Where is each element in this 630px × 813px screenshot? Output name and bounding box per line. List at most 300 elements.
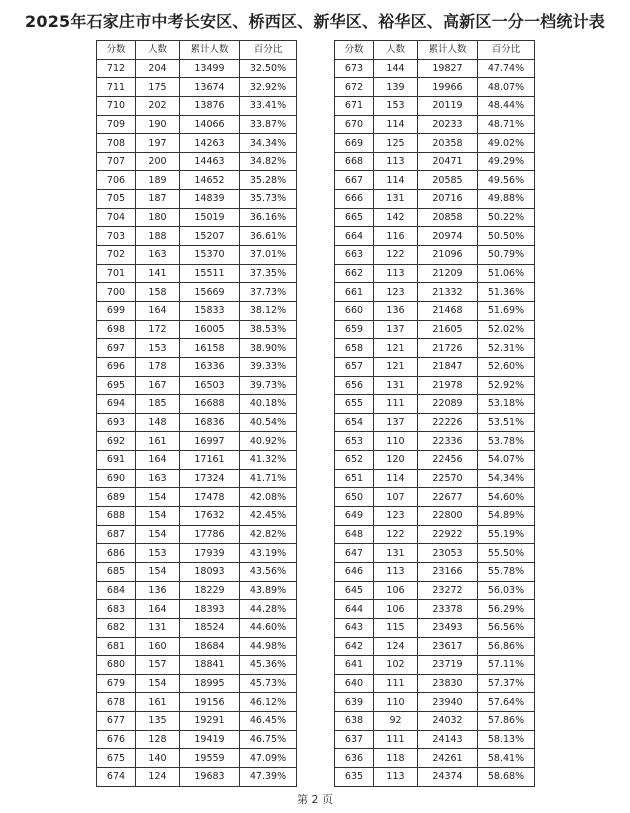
cell-percent: 58.41% xyxy=(478,749,535,768)
table-row xyxy=(335,283,535,302)
cell-count: 153 xyxy=(136,339,180,358)
table-row xyxy=(97,600,297,619)
cell-count: 92 xyxy=(374,712,418,731)
cell-score: 677 xyxy=(97,712,136,731)
cell-percent: 42.45% xyxy=(240,507,297,526)
cell-percent: 37.35% xyxy=(240,264,297,283)
cell-score: 706 xyxy=(97,171,136,190)
cell-count: 135 xyxy=(136,712,180,731)
cell-cumulative: 24261 xyxy=(418,749,478,768)
cell-percent: 41.32% xyxy=(240,451,297,470)
cell-percent: 52.92% xyxy=(478,376,535,395)
cell-score: 675 xyxy=(97,749,136,768)
cell-cumulative: 16836 xyxy=(180,413,240,432)
cell-cumulative: 18841 xyxy=(180,656,240,675)
table-row xyxy=(335,320,535,339)
cell-score: 636 xyxy=(335,749,374,768)
table-row xyxy=(335,600,535,619)
cell-score: 654 xyxy=(335,413,374,432)
cell-score: 656 xyxy=(335,376,374,395)
cell-percent: 51.69% xyxy=(478,301,535,320)
table-row xyxy=(97,469,297,488)
table-row xyxy=(97,357,297,376)
cell-cumulative: 16503 xyxy=(180,376,240,395)
table-row xyxy=(335,395,535,414)
cell-score: 700 xyxy=(97,283,136,302)
table-row xyxy=(335,637,535,656)
cell-percent: 52.60% xyxy=(478,357,535,376)
header-percent: 百分比 xyxy=(478,41,535,60)
cell-count: 106 xyxy=(374,581,418,600)
cell-percent: 54.07% xyxy=(478,451,535,470)
cell-count: 116 xyxy=(374,227,418,246)
cell-score: 666 xyxy=(335,190,374,209)
cell-cumulative: 19683 xyxy=(180,767,240,786)
cell-cumulative: 21605 xyxy=(418,320,478,339)
cell-count: 154 xyxy=(136,562,180,581)
cell-percent: 48.71% xyxy=(478,115,535,134)
cell-percent: 55.50% xyxy=(478,544,535,563)
cell-percent: 56.56% xyxy=(478,618,535,637)
cell-percent: 44.98% xyxy=(240,637,297,656)
cell-score: 702 xyxy=(97,246,136,265)
cell-percent: 43.89% xyxy=(240,581,297,600)
cell-score: 670 xyxy=(335,115,374,134)
cell-count: 188 xyxy=(136,227,180,246)
cell-count: 121 xyxy=(374,357,418,376)
cell-count: 124 xyxy=(136,767,180,786)
cell-count: 161 xyxy=(136,432,180,451)
cell-count: 180 xyxy=(136,208,180,227)
cell-count: 202 xyxy=(136,96,180,115)
cell-score: 662 xyxy=(335,264,374,283)
table-row xyxy=(335,301,535,320)
cell-percent: 49.88% xyxy=(478,190,535,209)
cell-percent: 53.78% xyxy=(478,432,535,451)
cell-count: 114 xyxy=(374,469,418,488)
cell-cumulative: 23378 xyxy=(418,600,478,619)
cell-score: 660 xyxy=(335,301,374,320)
cell-count: 106 xyxy=(374,600,418,619)
cell-cumulative: 23493 xyxy=(418,618,478,637)
header-score: 分数 xyxy=(97,41,136,60)
table-row xyxy=(97,264,297,283)
cell-cumulative: 22226 xyxy=(418,413,478,432)
cell-score: 674 xyxy=(97,767,136,786)
cell-percent: 52.02% xyxy=(478,320,535,339)
cell-percent: 51.06% xyxy=(478,264,535,283)
cell-count: 154 xyxy=(136,507,180,526)
cell-percent: 55.78% xyxy=(478,562,535,581)
cell-score: 698 xyxy=(97,320,136,339)
cell-score: 638 xyxy=(335,712,374,731)
cell-score: 690 xyxy=(97,469,136,488)
cell-score: 688 xyxy=(97,507,136,526)
cell-percent: 32.92% xyxy=(240,78,297,97)
cell-cumulative: 23830 xyxy=(418,674,478,693)
cell-cumulative: 14263 xyxy=(180,134,240,153)
cell-cumulative: 21332 xyxy=(418,283,478,302)
cell-percent: 56.03% xyxy=(478,581,535,600)
cell-score: 657 xyxy=(335,357,374,376)
cell-cumulative: 18093 xyxy=(180,562,240,581)
cell-cumulative: 23617 xyxy=(418,637,478,656)
cell-count: 110 xyxy=(374,432,418,451)
cell-score: 683 xyxy=(97,600,136,619)
cell-percent: 56.29% xyxy=(478,600,535,619)
cell-score: 668 xyxy=(335,152,374,171)
cell-percent: 54.34% xyxy=(478,469,535,488)
cell-percent: 58.68% xyxy=(478,767,535,786)
cell-cumulative: 20471 xyxy=(418,152,478,171)
table-row xyxy=(97,96,297,115)
cell-count: 123 xyxy=(374,507,418,526)
table-row xyxy=(97,581,297,600)
cell-score: 699 xyxy=(97,301,136,320)
table-row xyxy=(97,451,297,470)
cell-percent: 50.22% xyxy=(478,208,535,227)
cell-percent: 40.18% xyxy=(240,395,297,414)
table-row xyxy=(335,208,535,227)
cell-cumulative: 16688 xyxy=(180,395,240,414)
cell-percent: 33.41% xyxy=(240,96,297,115)
header-cumulative: 累计人数 xyxy=(418,41,478,60)
cell-percent: 40.92% xyxy=(240,432,297,451)
cell-percent: 34.34% xyxy=(240,134,297,153)
cell-cumulative: 18393 xyxy=(180,600,240,619)
cell-score: 694 xyxy=(97,395,136,414)
cell-score: 653 xyxy=(335,432,374,451)
cell-cumulative: 19156 xyxy=(180,693,240,712)
cell-cumulative: 23166 xyxy=(418,562,478,581)
table-row xyxy=(335,246,535,265)
cell-cumulative: 15207 xyxy=(180,227,240,246)
table-row xyxy=(335,767,535,786)
cell-count: 178 xyxy=(136,357,180,376)
header-cumulative: 累计人数 xyxy=(180,41,240,60)
cell-percent: 46.75% xyxy=(240,730,297,749)
cell-percent: 49.56% xyxy=(478,171,535,190)
table-row xyxy=(335,525,535,544)
header-percent: 百分比 xyxy=(240,41,297,60)
cell-score: 685 xyxy=(97,562,136,581)
cell-count: 102 xyxy=(374,656,418,675)
cell-cumulative: 22800 xyxy=(418,507,478,526)
cell-score: 646 xyxy=(335,562,374,581)
cell-count: 122 xyxy=(374,525,418,544)
table-row xyxy=(335,562,535,581)
table-row xyxy=(97,246,297,265)
cell-percent: 44.60% xyxy=(240,618,297,637)
cell-percent: 41.71% xyxy=(240,469,297,488)
cell-score: 708 xyxy=(97,134,136,153)
cell-count: 204 xyxy=(136,59,180,78)
cell-percent: 42.08% xyxy=(240,488,297,507)
cell-cumulative: 21468 xyxy=(418,301,478,320)
table-row xyxy=(97,320,297,339)
cell-percent: 53.18% xyxy=(478,395,535,414)
table-row xyxy=(97,656,297,675)
header-count: 人数 xyxy=(136,41,180,60)
cell-count: 164 xyxy=(136,301,180,320)
cell-score: 655 xyxy=(335,395,374,414)
table-row xyxy=(97,283,297,302)
table-row xyxy=(335,264,535,283)
cell-score: 649 xyxy=(335,507,374,526)
cell-percent: 38.53% xyxy=(240,320,297,339)
cell-percent: 37.01% xyxy=(240,246,297,265)
cell-score: 696 xyxy=(97,357,136,376)
cell-cumulative: 19559 xyxy=(180,749,240,768)
cell-cumulative: 17478 xyxy=(180,488,240,507)
cell-score: 695 xyxy=(97,376,136,395)
cell-cumulative: 14463 xyxy=(180,152,240,171)
cell-count: 128 xyxy=(136,730,180,749)
cell-cumulative: 17632 xyxy=(180,507,240,526)
cell-score: 689 xyxy=(97,488,136,507)
cell-score: 652 xyxy=(335,451,374,470)
cell-count: 136 xyxy=(136,581,180,600)
cell-score: 676 xyxy=(97,730,136,749)
cell-score: 641 xyxy=(335,656,374,675)
cell-cumulative: 18229 xyxy=(180,581,240,600)
cell-percent: 47.39% xyxy=(240,767,297,786)
table-row xyxy=(97,693,297,712)
cell-count: 113 xyxy=(374,767,418,786)
table-row xyxy=(97,712,297,731)
cell-cumulative: 13876 xyxy=(180,96,240,115)
score-table-left xyxy=(96,40,297,787)
cell-score: 710 xyxy=(97,96,136,115)
table-row xyxy=(97,413,297,432)
cell-count: 163 xyxy=(136,246,180,265)
cell-percent: 34.82% xyxy=(240,152,297,171)
table-row xyxy=(97,152,297,171)
cell-score: 644 xyxy=(335,600,374,619)
cell-cumulative: 22677 xyxy=(418,488,478,507)
cell-cumulative: 15669 xyxy=(180,283,240,302)
table-row xyxy=(97,78,297,97)
cell-percent: 49.29% xyxy=(478,152,535,171)
cell-percent: 57.86% xyxy=(478,712,535,731)
cell-score: 705 xyxy=(97,190,136,209)
cell-cumulative: 20585 xyxy=(418,171,478,190)
cell-score: 678 xyxy=(97,693,136,712)
table-row xyxy=(97,525,297,544)
cell-score: 648 xyxy=(335,525,374,544)
cell-count: 185 xyxy=(136,395,180,414)
cell-cumulative: 13499 xyxy=(180,59,240,78)
table-row xyxy=(97,749,297,768)
cell-score: 679 xyxy=(97,674,136,693)
cell-cumulative: 17786 xyxy=(180,525,240,544)
table-row xyxy=(335,488,535,507)
table-row xyxy=(97,544,297,563)
cell-percent: 57.64% xyxy=(478,693,535,712)
cell-score: 686 xyxy=(97,544,136,563)
cell-percent: 54.89% xyxy=(478,507,535,526)
cell-count: 131 xyxy=(374,376,418,395)
cell-score: 640 xyxy=(335,674,374,693)
table-row xyxy=(335,507,535,526)
table-row xyxy=(97,190,297,209)
table-row xyxy=(335,656,535,675)
table-row xyxy=(335,376,535,395)
cell-percent: 47.09% xyxy=(240,749,297,768)
cell-percent: 36.16% xyxy=(240,208,297,227)
table-header-row xyxy=(335,41,535,60)
cell-count: 111 xyxy=(374,395,418,414)
cell-cumulative: 17161 xyxy=(180,451,240,470)
cell-count: 111 xyxy=(374,730,418,749)
cell-cumulative: 23719 xyxy=(418,656,478,675)
cell-cumulative: 24143 xyxy=(418,730,478,749)
cell-percent: 45.73% xyxy=(240,674,297,693)
table-row xyxy=(335,693,535,712)
cell-score: 692 xyxy=(97,432,136,451)
cell-score: 667 xyxy=(335,171,374,190)
cell-count: 142 xyxy=(374,208,418,227)
cell-percent: 42.82% xyxy=(240,525,297,544)
cell-count: 111 xyxy=(374,674,418,693)
cell-percent: 43.56% xyxy=(240,562,297,581)
cell-count: 141 xyxy=(136,264,180,283)
cell-count: 175 xyxy=(136,78,180,97)
table-row xyxy=(335,96,535,115)
cell-score: 697 xyxy=(97,339,136,358)
cell-percent: 50.50% xyxy=(478,227,535,246)
cell-count: 160 xyxy=(136,637,180,656)
cell-score: 711 xyxy=(97,78,136,97)
page-footer: 第 2 页 xyxy=(297,793,333,806)
cell-score: 669 xyxy=(335,134,374,153)
cell-count: 163 xyxy=(136,469,180,488)
cell-cumulative: 23940 xyxy=(418,693,478,712)
cell-score: 673 xyxy=(335,59,374,78)
cell-percent: 46.45% xyxy=(240,712,297,731)
cell-count: 131 xyxy=(136,618,180,637)
cell-score: 658 xyxy=(335,339,374,358)
cell-cumulative: 22089 xyxy=(418,395,478,414)
cell-cumulative: 24032 xyxy=(418,712,478,731)
cell-count: 113 xyxy=(374,264,418,283)
cell-percent: 38.12% xyxy=(240,301,297,320)
cell-count: 190 xyxy=(136,115,180,134)
cell-cumulative: 20358 xyxy=(418,134,478,153)
cell-score: 701 xyxy=(97,264,136,283)
cell-cumulative: 15019 xyxy=(180,208,240,227)
cell-cumulative: 14652 xyxy=(180,171,240,190)
table-row xyxy=(97,674,297,693)
table-row xyxy=(335,59,535,78)
cell-count: 153 xyxy=(374,96,418,115)
table-row xyxy=(97,618,297,637)
table-row xyxy=(335,227,535,246)
cell-percent: 57.37% xyxy=(478,674,535,693)
table-row xyxy=(335,339,535,358)
cell-score: 703 xyxy=(97,227,136,246)
cell-count: 137 xyxy=(374,413,418,432)
table-row xyxy=(335,115,535,134)
table-row xyxy=(97,395,297,414)
table-row xyxy=(97,208,297,227)
cell-cumulative: 15833 xyxy=(180,301,240,320)
cell-cumulative: 19291 xyxy=(180,712,240,731)
cell-cumulative: 13674 xyxy=(180,78,240,97)
table-row xyxy=(335,413,535,432)
cell-score: 709 xyxy=(97,115,136,134)
cell-score: 693 xyxy=(97,413,136,432)
table-row xyxy=(335,134,535,153)
table-row xyxy=(335,674,535,693)
cell-percent: 54.60% xyxy=(478,488,535,507)
cell-cumulative: 20119 xyxy=(418,96,478,115)
cell-cumulative: 15370 xyxy=(180,246,240,265)
cell-percent: 57.11% xyxy=(478,656,535,675)
cell-percent: 38.90% xyxy=(240,339,297,358)
cell-cumulative: 22456 xyxy=(418,451,478,470)
cell-count: 120 xyxy=(374,451,418,470)
cell-score: 647 xyxy=(335,544,374,563)
cell-cumulative: 14839 xyxy=(180,190,240,209)
cell-cumulative: 18524 xyxy=(180,618,240,637)
cell-cumulative: 16997 xyxy=(180,432,240,451)
cell-score: 691 xyxy=(97,451,136,470)
cell-count: 114 xyxy=(374,115,418,134)
cell-count: 110 xyxy=(374,693,418,712)
page-title: 2025年石家庄市中考长安区、桥西区、新华区、裕华区、高新区一分一档统计表 xyxy=(25,12,605,31)
cell-cumulative: 16005 xyxy=(180,320,240,339)
cell-cumulative: 17939 xyxy=(180,544,240,563)
table-row xyxy=(97,376,297,395)
cell-count: 113 xyxy=(374,562,418,581)
table-row xyxy=(97,339,297,358)
cell-percent: 35.73% xyxy=(240,190,297,209)
cell-score: 680 xyxy=(97,656,136,675)
table-row xyxy=(335,712,535,731)
cell-score: 635 xyxy=(335,767,374,786)
cell-score: 637 xyxy=(335,730,374,749)
cell-percent: 49.02% xyxy=(478,134,535,153)
table-header-row xyxy=(97,41,297,60)
cell-count: 114 xyxy=(374,171,418,190)
table-row xyxy=(335,730,535,749)
table-row xyxy=(97,730,297,749)
cell-count: 124 xyxy=(374,637,418,656)
cell-score: 707 xyxy=(97,152,136,171)
cell-percent: 36.61% xyxy=(240,227,297,246)
cell-cumulative: 21209 xyxy=(418,264,478,283)
cell-percent: 35.28% xyxy=(240,171,297,190)
table-row xyxy=(335,171,535,190)
table-row xyxy=(97,637,297,656)
table-row xyxy=(335,451,535,470)
cell-count: 131 xyxy=(374,544,418,563)
cell-percent: 58.13% xyxy=(478,730,535,749)
cell-count: 154 xyxy=(136,525,180,544)
cell-cumulative: 14066 xyxy=(180,115,240,134)
cell-score: 651 xyxy=(335,469,374,488)
cell-count: 153 xyxy=(136,544,180,563)
cell-count: 164 xyxy=(136,600,180,619)
table-row xyxy=(335,152,535,171)
cell-score: 704 xyxy=(97,208,136,227)
cell-count: 148 xyxy=(136,413,180,432)
cell-percent: 48.44% xyxy=(478,96,535,115)
table-row xyxy=(335,78,535,97)
table-row xyxy=(97,767,297,786)
cell-count: 144 xyxy=(374,59,418,78)
